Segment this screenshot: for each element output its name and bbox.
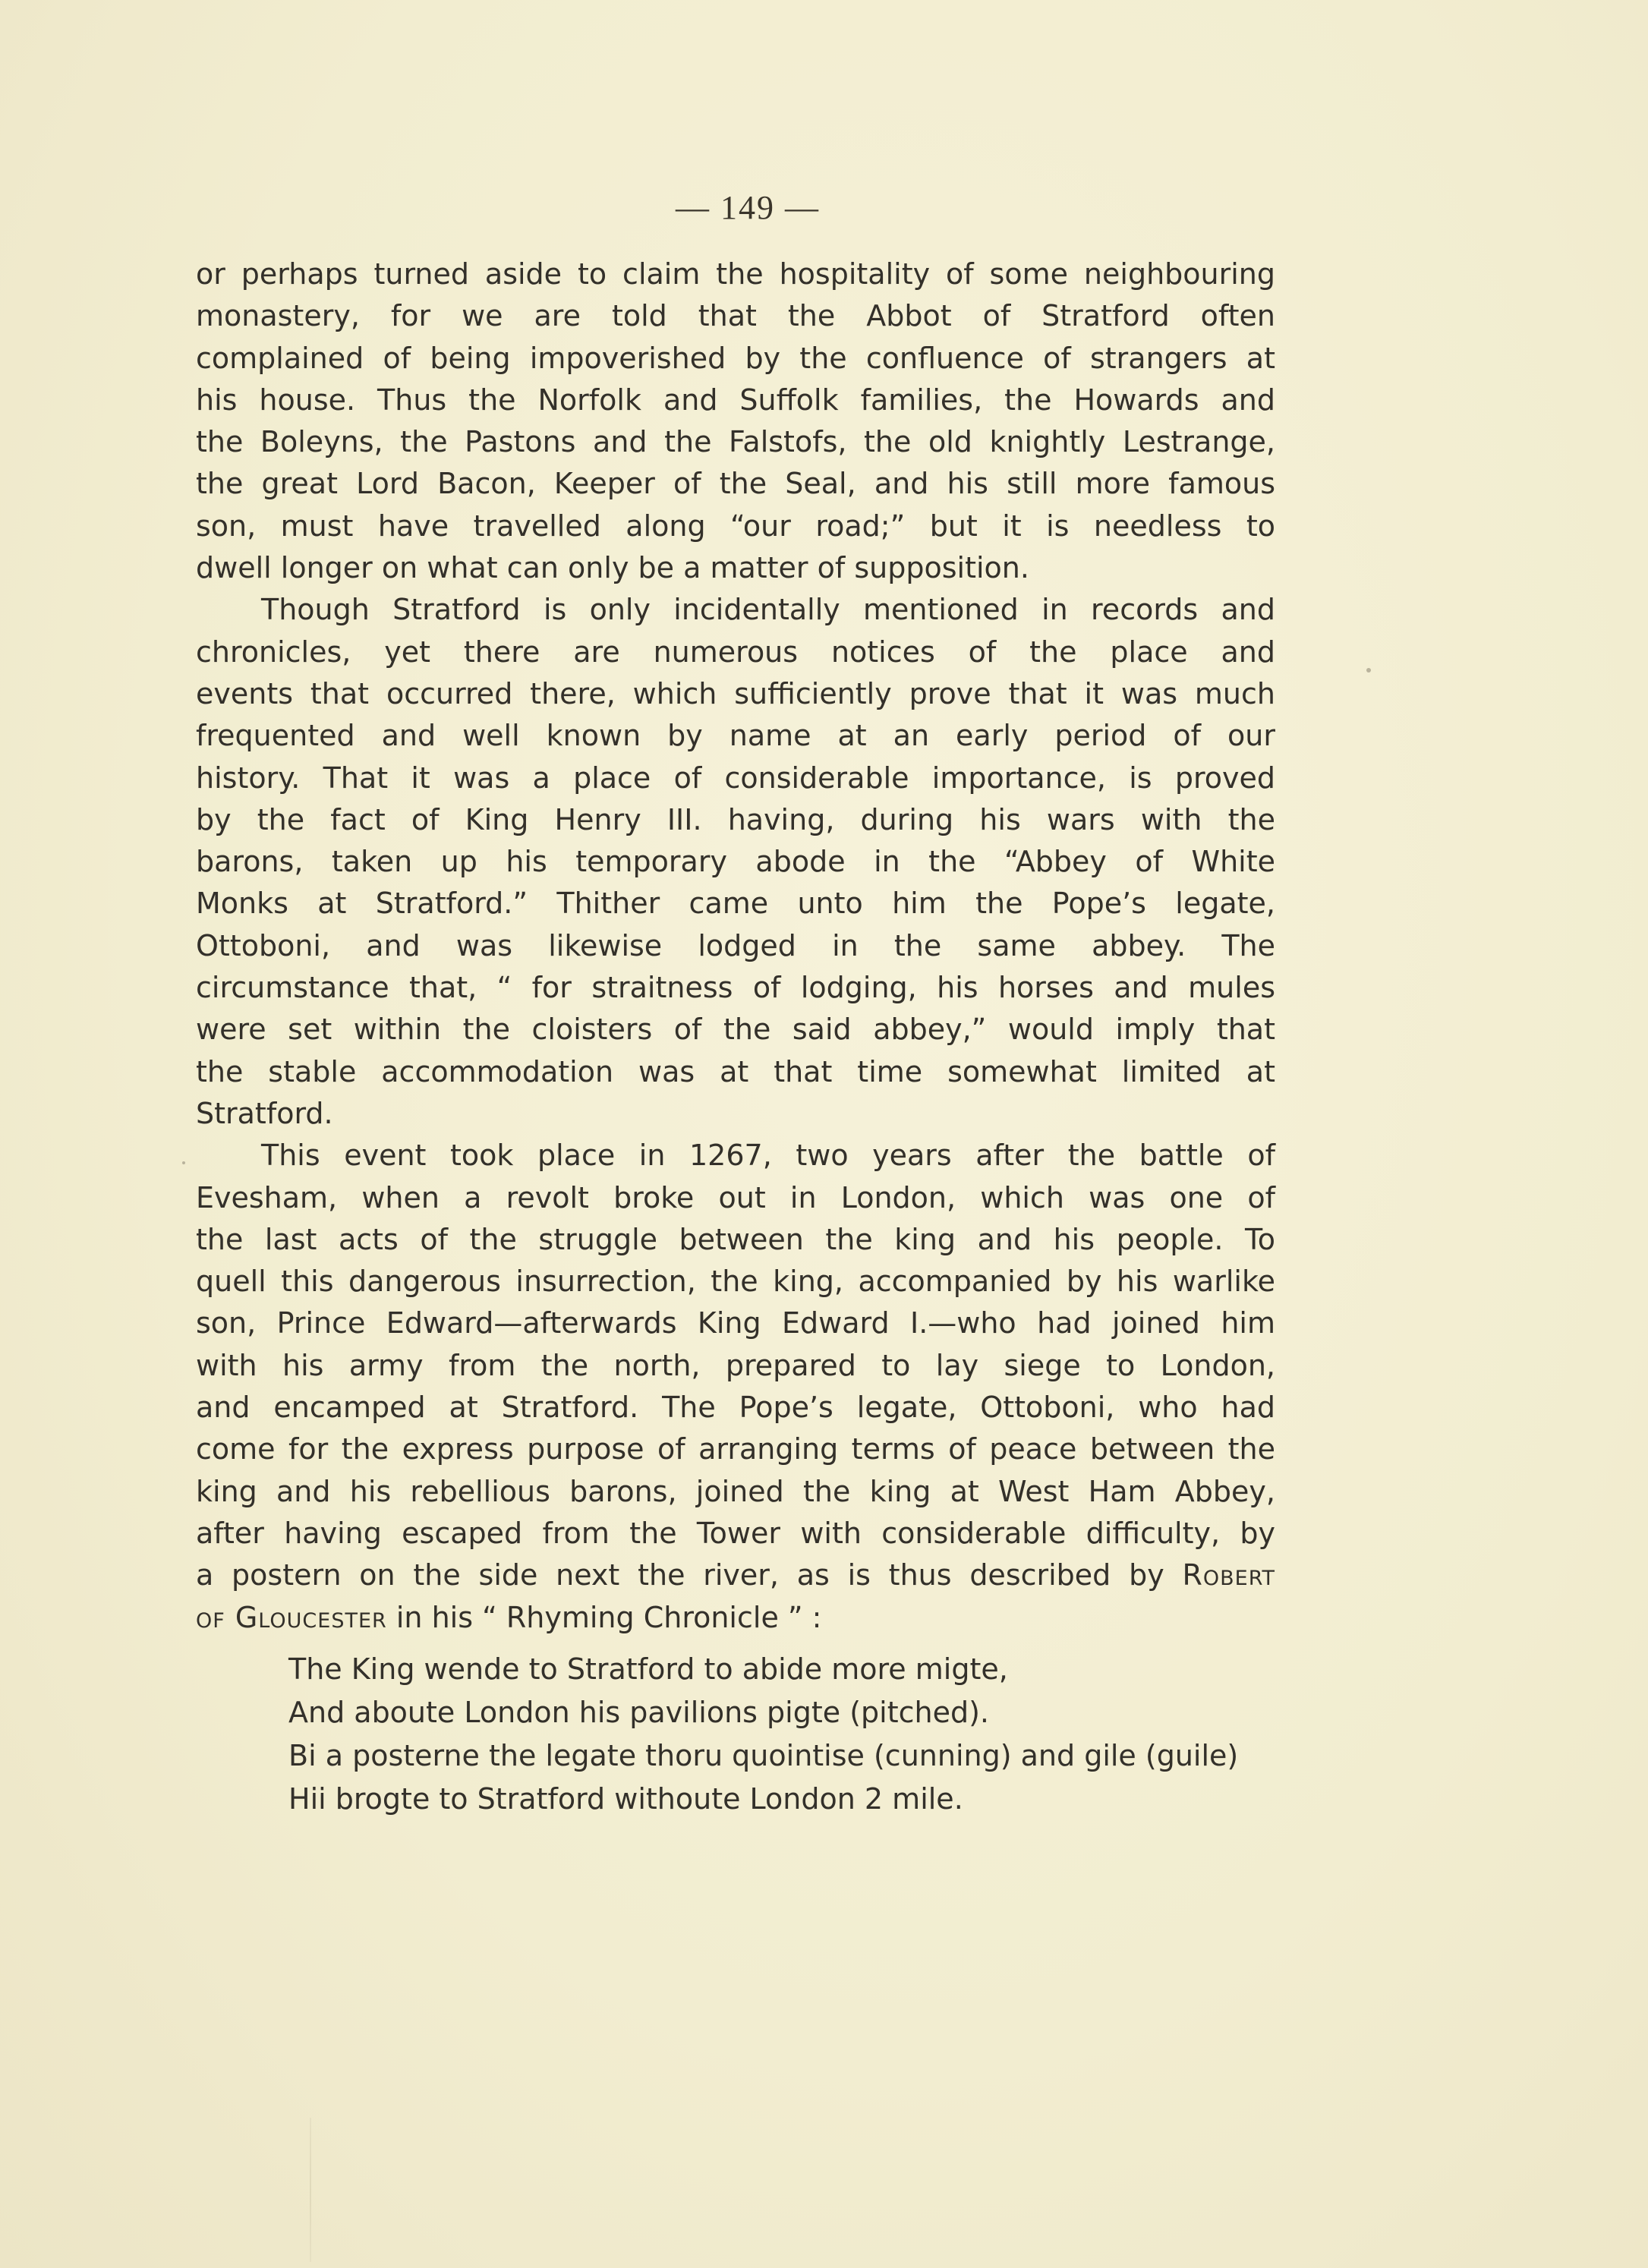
text-line: Though Stratford is only incidentally mentioned in records and <box>261 593 1275 627</box>
paper-speck <box>1366 668 1371 673</box>
text-line: history. That it was a place of considerable importance, is proved <box>196 761 1275 795</box>
text-line: Evesham, when a revolt broke out in London, which was one of <box>196 1180 1275 1214</box>
text-line: king and his rebellious barons, joined the king at West Ham Abbey, <box>196 1474 1275 1508</box>
verse-line: The King wende to Stratford to abide more migte, <box>288 1652 1008 1686</box>
text-line: circumstance that, “ for straitness of lodging, his horses and mules <box>196 971 1275 1005</box>
text-line: dwell longer on what can only be a matter of supposition. <box>196 551 1029 585</box>
text-line: the last acts of the struggle between the king and his people. To <box>196 1222 1275 1256</box>
paper-speck <box>182 1161 185 1164</box>
text-line: son, Prince Edward—afterwards King Edward I.—who had joined him <box>196 1306 1275 1340</box>
text-line: Ottoboni, and was likewise lodged in the same abbey. The <box>196 928 1275 962</box>
body-text <box>196 254 1275 1639</box>
text-line: son, must have travelled along “our road;” but it is needless to <box>196 509 1275 543</box>
text-line-segment: a postern on the side next the river, as is thus described by <box>196 1558 1164 1592</box>
text-line: his house. Thus the Norfolk and Suffolk families, the Howards and <box>196 383 1275 417</box>
text-line <box>196 1555 1275 1596</box>
text-line: the stable accommodation was at that time somewhat limited at <box>196 1054 1275 1088</box>
text-line: the great Lord Bacon, Keeper of the Seal, and his still more famous <box>196 467 1275 501</box>
text-line: with his army from the north, prepared to lay siege to London, <box>196 1348 1275 1382</box>
text-line: monastery, for we are told that the Abbot of Stratford often <box>196 299 1275 333</box>
text-line: by the fact of King Henry III. having, during his wars with the <box>196 802 1275 836</box>
author-name-smallcaps: of Gloucester <box>196 1600 387 1634</box>
text-line <box>196 1597 1275 1639</box>
text-line: This event took place in 1267, two years after the battle of <box>261 1139 1275 1173</box>
text-line: complained of being impoverished by the confluence of strangers at <box>196 341 1275 375</box>
text-line: were set within the cloisters of the said abbey,” would imply that <box>196 1013 1275 1047</box>
text-line: Monks at Stratford.” Thither came unto him the Pope’s legate, <box>196 887 1275 921</box>
text-line: barons, taken up his temporary abode in the “Abbey of White <box>196 845 1275 879</box>
verse-line: Bi a posterne the legate thoru quointise (cunning) and gile (guile) <box>288 1739 1239 1772</box>
text-line: or perhaps turned aside to claim the hospitality of some neighbouring <box>196 257 1275 291</box>
verse-line: Hii brogte to Stratford withoute London 2 mile. <box>288 1782 963 1816</box>
verse-quotation <box>288 1648 1238 1821</box>
text-line: Stratford. <box>196 1096 333 1130</box>
text-line: and encamped at Stratford. The Pope’s legate, Ottoboni, who had <box>196 1391 1275 1425</box>
text-line: events that occurred there, which sufficiently prove that it was much <box>196 676 1275 710</box>
text-line: after having escaped from the Tower with considerable difficulty, by <box>196 1516 1275 1550</box>
text-line: frequented and well known by name at an early period of our <box>196 719 1275 753</box>
text-line: chronicles, yet there are numerous notices of the place and <box>196 635 1275 669</box>
text-line: come for the express purpose of arranging terms of peace between the <box>196 1432 1275 1466</box>
verse-line: And aboute London his pavilions pigte (pitched). <box>288 1696 989 1729</box>
page-number: — 149 — <box>676 189 820 226</box>
text-line: the Boleyns, the Pastons and the Falstofs, the old knightly Lestrange, <box>196 425 1275 459</box>
text-line-segment: in his “ Rhyming Chronicle ” : <box>395 1600 822 1634</box>
author-name-smallcaps: Robert <box>1182 1558 1275 1592</box>
page-crease-mark <box>310 2118 311 2262</box>
text-line: quell this dangerous insurrection, the king, accompanied by his warlike <box>196 1265 1275 1299</box>
